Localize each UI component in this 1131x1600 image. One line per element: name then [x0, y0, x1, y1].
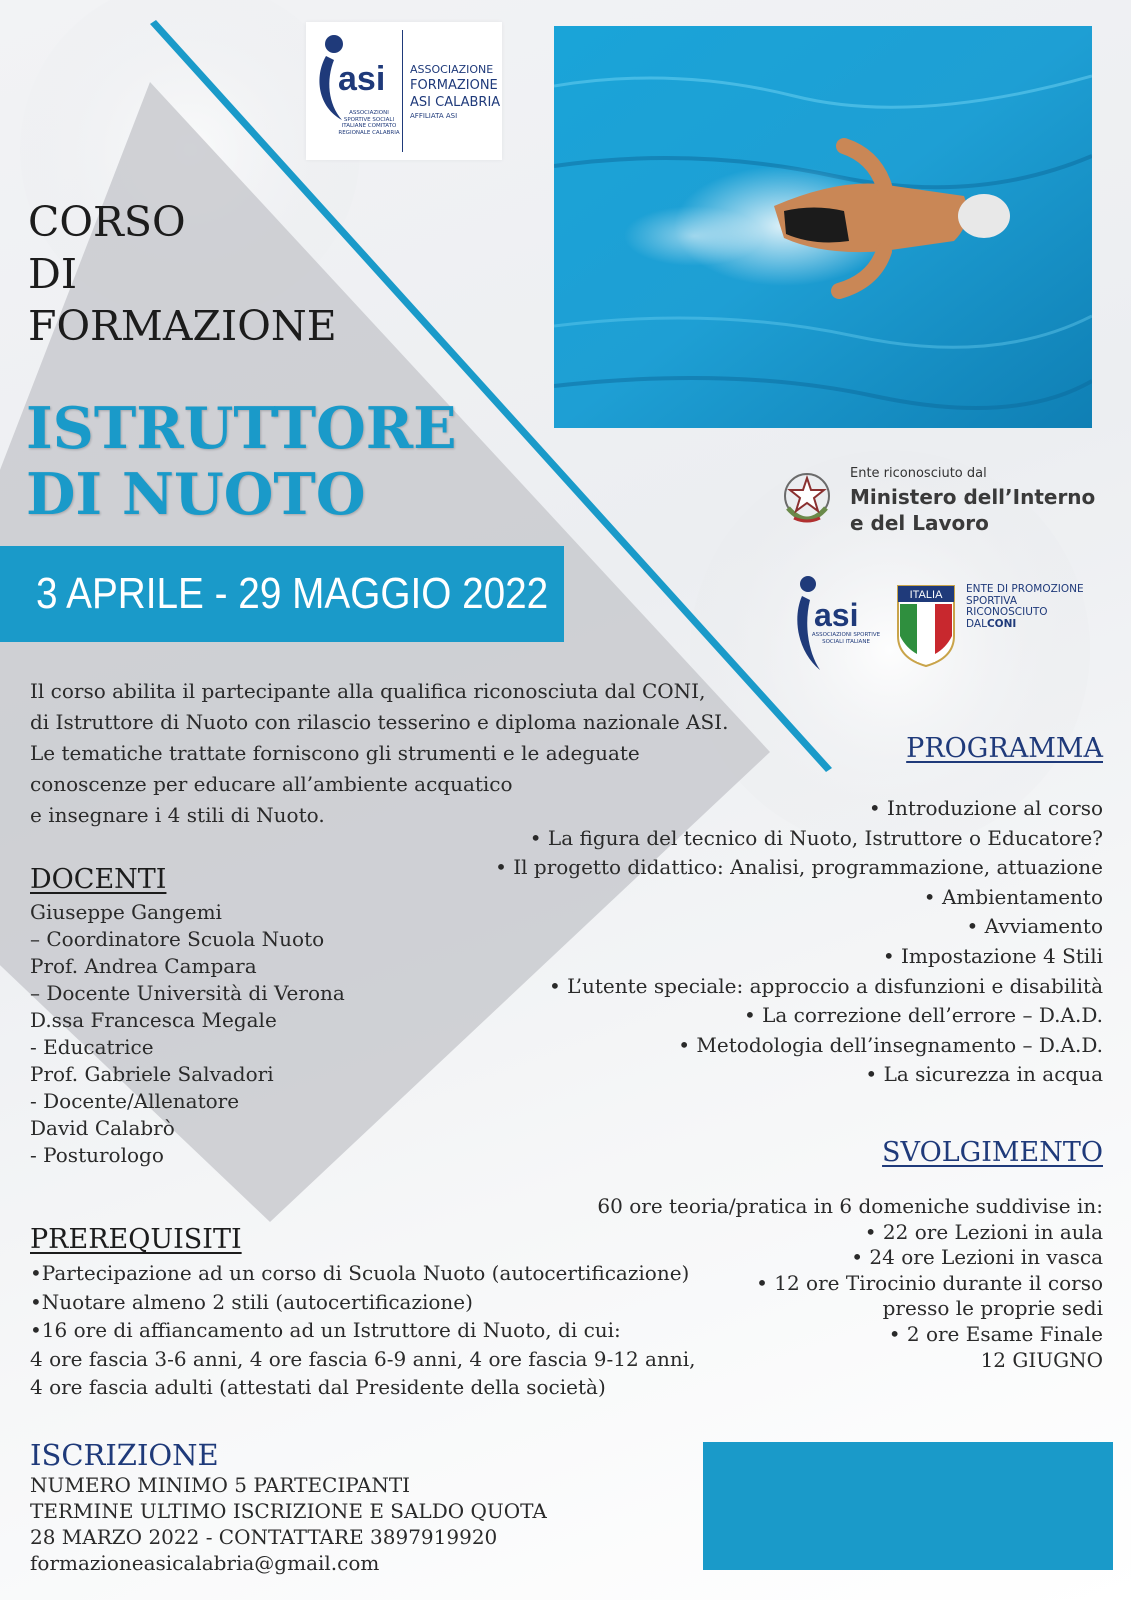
- decorative-blue-box: [703, 1442, 1113, 1570]
- coni-line-4-prefix: DAL: [966, 617, 987, 630]
- programma-item: • Impostazione 4 Stili: [882, 943, 1103, 968]
- svolgimento-line: • 24 ore Lezioni in vasca: [851, 1245, 1103, 1270]
- prerequisito-line: 4 ore fascia 3-6 anni, 4 ore fascia 6-9 anni, 4 ore fascia 9-12 anni,: [30, 1346, 696, 1371]
- iscrizione-line: TERMINE ULTIMO ISCRIZIONE E SALDO QUOTA: [30, 1499, 547, 1523]
- date-band: [0, 546, 564, 642]
- programma-item: • La correzione dell’errore – D.A.D.: [743, 1003, 1103, 1028]
- asi-logo-subtitle: ASSOCIAZIONI SPORTIVE SOCIALI ITALIANE: [811, 632, 881, 645]
- coni-line-2: SPORTIVA: [966, 594, 1017, 607]
- logo-line-1: ASSOCIAZIONE: [410, 63, 494, 76]
- docente-line: D.ssa Francesca Megale: [30, 1008, 277, 1032]
- description-line: Le tematiche trattate forniscono gli strumenti e le adeguate: [30, 741, 640, 765]
- svolgimento-line: • 2 ore Esame Finale: [888, 1321, 1103, 1346]
- programma-item: • Il progetto didattico: Analisi, programmazione, attuazione: [495, 855, 1103, 880]
- swimmer-photo: [554, 26, 1092, 428]
- programma-heading: PROGRAMMA: [906, 733, 1103, 764]
- heading-line-corso: CORSO: [28, 198, 186, 246]
- coni-caption: [966, 584, 1084, 630]
- docenti-list: [30, 899, 345, 1169]
- course-name: [26, 396, 457, 528]
- docente-line: Prof. Gabriele Salvadori: [30, 1062, 274, 1086]
- logo-line-4: AFFILIATA ASI: [410, 112, 458, 120]
- description-line: di Istruttore di Nuoto con rilascio tesserino e diploma nazionale ASI.: [30, 710, 729, 734]
- iscrizione-list: [30, 1472, 547, 1576]
- programma-item: • Introduzione al corso: [868, 796, 1103, 820]
- svolgimento-line: • 12 ore Tirocinio durante il corso: [756, 1270, 1103, 1295]
- prerequisito-line: •16 ore di affiancamento ad un Istruttore di Nuoto, di cui:: [30, 1318, 621, 1342]
- contact-email: formazioneasicalabria@gmail.com: [30, 1551, 380, 1575]
- prerequisito-line: •Nuotare almeno 2 stili (autocertificazione): [30, 1289, 473, 1314]
- description-line: conoscenze per educare all’ambiente acquatico: [30, 772, 513, 796]
- ministero-name: [850, 484, 1095, 536]
- course-name-line-1: ISTRUTTORE: [26, 395, 457, 462]
- logo-divider: [402, 30, 403, 152]
- programma-item: • La sicurezza in acqua: [865, 1062, 1103, 1087]
- asi-calabria-logo: [306, 22, 502, 160]
- coni-line-3: RICONOSCIUTO: [966, 606, 1048, 618]
- logo-association-name: [410, 62, 500, 121]
- docente-line: – Coordinatore Scuola Nuoto: [30, 927, 325, 951]
- ministero-line-1: Ministero dell’Interno: [850, 485, 1096, 509]
- description-line: e insegnare i 4 stili di Nuoto.: [30, 803, 325, 827]
- heading-line-di: DI: [28, 250, 78, 298]
- docente-line: Prof. Andrea Campara: [30, 954, 257, 978]
- iscrizione-line: NUMERO MINIMO 5 PARTECIPANTI: [30, 1473, 411, 1497]
- heading-line-formazione: FORMAZIONE: [28, 302, 337, 350]
- course-heading: [28, 196, 337, 352]
- svolgimento-line: presso le proprie sedi: [882, 1296, 1103, 1321]
- docente-line: - Posturologo: [30, 1143, 164, 1167]
- svolgimento-line: 60 ore teoria/pratica in 6 domeniche suddivise in:: [597, 1194, 1103, 1218]
- prerequisito-line: •Partecipazione ad un corso di Scuola Nuoto (autocertificazione): [30, 1261, 690, 1285]
- programma-item: • La figura del tecnico di Nuoto, Istruttore o Educatore?: [529, 825, 1103, 850]
- asi-logo-icon: [796, 574, 892, 674]
- docente-line: Giuseppe Gangemi: [30, 900, 222, 924]
- docente-line: David Calabrò: [30, 1116, 175, 1140]
- docente-line: - Educatrice: [30, 1035, 154, 1059]
- programma-item: • L’utente speciale: approccio a disfunzioni e disabilità: [549, 973, 1103, 998]
- programma-item: • Ambientamento: [923, 884, 1103, 909]
- docente-line: – Docente Università di Verona: [30, 981, 345, 1005]
- iscrizione-heading: ISCRIZIONE: [30, 1438, 219, 1472]
- docente-line: - Docente/Allenatore: [30, 1089, 240, 1113]
- asi-logo-text: asi: [814, 597, 859, 633]
- logo-line-3: ASI CALABRIA: [410, 95, 501, 110]
- course-dates: 3 APRILE - 29 MAGGIO 2022: [36, 569, 549, 618]
- coni-line-1: ENTE DI PROMOZIONE: [966, 583, 1084, 595]
- iscrizione-line: 28 MARZO 2022 - CONTATTARE 3897919920: [30, 1525, 498, 1549]
- shield-label: ITALIA: [909, 589, 943, 601]
- asi-logo-subtitle: ASSOCIAZIONI SPORTIVE SOCIALI ITALIANE COMITATO REGIONALE CALABRIA: [338, 110, 400, 136]
- course-name-line-2: DI NUOTO: [26, 461, 366, 528]
- prerequisiti-heading: PREREQUISITI: [30, 1224, 242, 1255]
- asi-logo-text: asi: [338, 60, 386, 98]
- programma-item: • Avviamento: [966, 914, 1103, 939]
- prerequisito-line: 4 ore fascia adulti (attestati dal Presidente della società): [30, 1375, 606, 1399]
- svolgimento-heading: SVOLGIMENTO: [882, 1137, 1103, 1168]
- coni-recognition: [796, 574, 1106, 674]
- description-line: Il corso abilita il partecipante alla qualifica riconosciuta dal CONI,: [30, 679, 706, 703]
- ministero-recognition: [780, 464, 1120, 534]
- prerequisiti-list: [30, 1259, 696, 1402]
- ministero-line-2: e del Lavoro: [850, 511, 989, 535]
- asi-logo-icon: [312, 32, 400, 122]
- coni-line-4: [966, 619, 1084, 631]
- svolgimento-line: • 22 ore Lezioni in aula: [864, 1219, 1103, 1244]
- italia-coni-shield-icon: [896, 584, 956, 668]
- ministero-caption: Ente riconosciuto dal: [850, 466, 987, 481]
- logo-line-2: FORMAZIONE: [410, 78, 498, 93]
- italian-emblem-icon: [780, 468, 834, 526]
- svolgimento-line: 12 GIUGNO: [980, 1347, 1103, 1372]
- programma-list: [495, 794, 1103, 1090]
- coni-line-4-bold: CONI: [986, 617, 1017, 630]
- programma-item: • Metodologia dell’insegnamento – D.A.D.: [678, 1032, 1103, 1057]
- docenti-heading: DOCENTI: [30, 864, 167, 895]
